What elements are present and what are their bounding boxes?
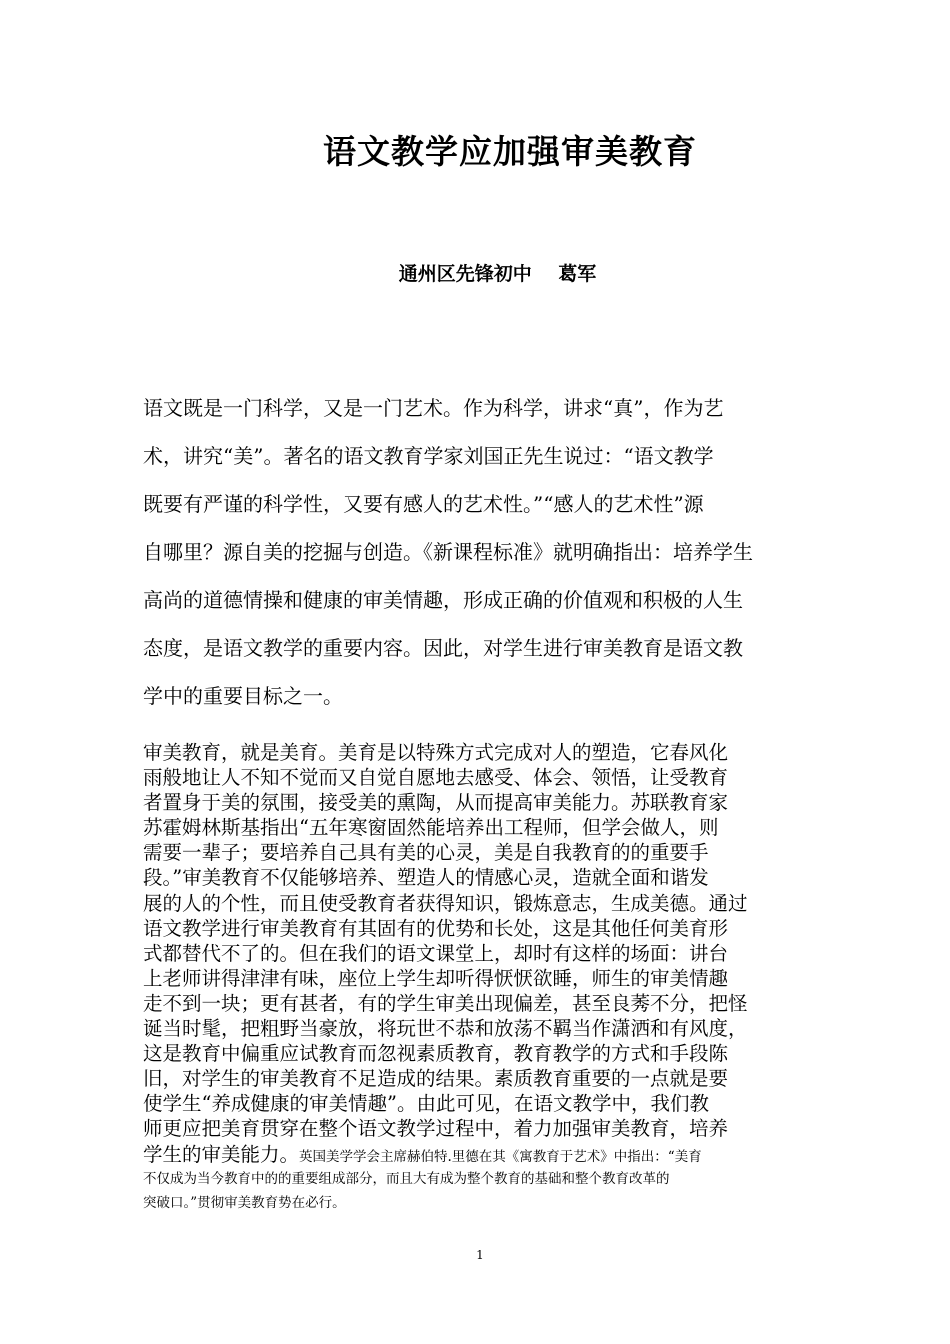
text-line: 雨般地让人不知不觉而又自觉自愿地去感受、体会、领悟，让受教育: [143, 766, 729, 790]
text-run: 学生的审美能力。: [143, 1142, 300, 1166]
intro-paragraph: [143, 390, 813, 726]
text-line: 语文教学进行审美教育有其固有的优势和长处，这是其他任何美育形: [143, 916, 729, 940]
text-line: 术，讲究“美”。著名的语文教育学家刘国正先生说过：“语文教学: [143, 444, 714, 468]
text-line: 式都替代不了的。但在我们的语文课堂上，却时有这样的场面：讲台: [143, 941, 729, 965]
text-line: 这是教育中偏重应试教育而忽视素质教育，教育教学的方式和手段陈: [143, 1042, 729, 1066]
text-line: 审美教育，就是美育。美育是以特殊方式完成对人的塑造，它春风化: [143, 741, 729, 764]
text-line: 上老师讲得津津有味，座位上学生却听得恹恹欲睡，师生的审美情趣: [143, 966, 729, 990]
quote-line: 不仅成为当今教育中的的重要组成部分，而且大有成为整个教育的基础和整个教育改革的: [143, 1170, 670, 1187]
text-line: 段。”审美教育不仅能够培养、塑造人的情感心灵，造就全面和谐发: [143, 866, 709, 890]
body-paragraph: [143, 740, 821, 1215]
text-line: 师更应把美育贯穿在整个语文教学过程中，着力加强审美教育，培养: [143, 1117, 729, 1141]
text-line: 学中的重要目标之一。: [143, 684, 343, 708]
text-line: 走不到一块；更有甚者，有的学生审美出现偏差，甚至良莠不分，把怪: [143, 991, 748, 1015]
author-line: 通州区先锋初中 葛军: [398, 263, 597, 285]
page-title: 语文教学应加强审美教育: [323, 132, 697, 171]
text-line: 展的人的个性，而且使受教育者获得知识，锻炼意志，生成美德。通过: [143, 891, 748, 915]
text-line: 高尚的道德情操和健康的审美情趣，形成正确的价值观和积极的人生: [143, 588, 743, 612]
text-line: 使学生“养成健康的审美情趣”。由此可见，在语文教学中，我们教: [143, 1092, 709, 1116]
text-line: 自哪里？源自美的挖掘与创造。《新课程标准》就明确指出：培养学生: [143, 540, 753, 564]
text-line: 既要有严谨的科学性，又要有感人的艺术性。”“感人的艺术性”源: [143, 492, 704, 516]
text-line: 语文既是一门科学，又是一门艺术。作为科学，讲求“真”，作为艺: [143, 396, 724, 420]
text-line: 需要一辈子；要培养自己具有美的心灵，美是自我教育的的重要手: [143, 841, 709, 865]
mixed-text-line: [143, 1142, 821, 1167]
page-number: 1: [476, 1248, 484, 1262]
text-line: 态度，是语文教学的重要内容。因此，对学生进行审美教育是语文教: [143, 636, 743, 660]
text-line: 诞当时髦，把粗野当豪放，将玩世不恭和放荡不羁当作潇洒和有风度，: [143, 1017, 748, 1041]
quote-run: 英国美学学会主席赫伯特.里德在其《寓教育于艺术》中指出：“美育: [299, 1148, 702, 1165]
quote-line: 突破口。”贯彻审美教育势在必行。: [143, 1194, 346, 1211]
text-line: 者置身于美的氛围，接受美的熏陶，从而提高审美能力。苏联教育家: [143, 791, 729, 815]
text-line: 旧，对学生的审美教育不足造成的结果。素质教育重要的一点就是要: [143, 1067, 729, 1091]
text-line: 苏霍姆林斯基指出“五年寒窗固然能培养出工程师，但学会做人，则: [143, 816, 719, 840]
